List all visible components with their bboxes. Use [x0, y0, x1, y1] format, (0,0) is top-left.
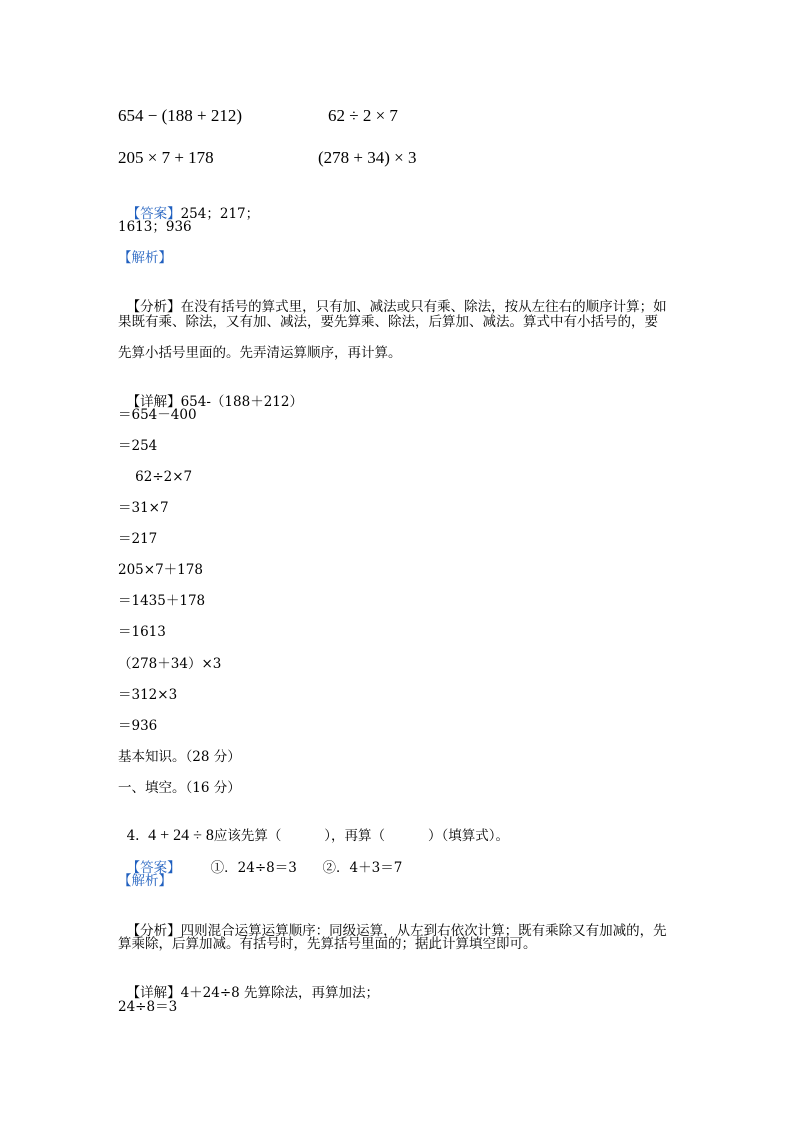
expression-4: (278 + 34) × 3	[318, 148, 417, 167]
q4-fenxi-line-2: 算乘除，后算加减。有括号时，先算括号里面的；据此计算填空即可。	[118, 936, 537, 952]
step-line: ＝217	[118, 531, 158, 547]
section-fill: 一、填空。（16 分）	[118, 780, 241, 796]
answer-text-1: 254；217；	[180, 206, 260, 222]
fenxi-text-1: 在没有括号的算式里，只有加、减法或只有乘、除法，按从左往右的顺序计算；如	[180, 299, 667, 315]
expression-2: 62 ÷ 2 × 7	[328, 106, 398, 125]
step-line: ＝31×7	[118, 500, 169, 516]
fenxi-tag: 【分析】	[126, 923, 181, 939]
section-basic: 基本知识。（28 分）	[118, 749, 241, 765]
expression-3: 205 × 7 + 178	[118, 148, 214, 167]
step-line: ＝654－400	[118, 407, 197, 423]
fenxi-line-3: 先算小括号里面的。先弄清运算顺序，再计算。	[118, 345, 402, 361]
step-line: ＝1613	[118, 624, 166, 640]
analysis-tag: 【解析】	[118, 250, 172, 266]
q4-answer-text: ①．24÷8＝3 ②．4＋3＝7	[210, 860, 403, 876]
question-expression: 4 + 24 ÷ 8	[148, 827, 214, 844]
question-number: 4.	[126, 828, 140, 844]
step-text: 654-（188＋212）	[180, 394, 303, 410]
question-4	[118, 809, 509, 845]
answer-tag: 【答案】	[126, 860, 181, 876]
q4-analysis-tag: 【解析】	[118, 873, 172, 889]
question-text: 应该先算（ ），再算（ ）（填算式）。	[213, 828, 509, 844]
step-line: （278＋34）×3	[118, 656, 222, 672]
q4-fenxi-text-1: 四则混合运算运算顺序：同级运算，从左到右依次计算；既有乘除又有加减的，先	[180, 923, 667, 939]
expression-1: 654 − (188 + 212)	[118, 106, 242, 125]
fenxi-line-2: 果既有乘、除法，又有加、减法，要先算乘、除法，后算加、减法。算式中有小括号的，要	[118, 314, 658, 330]
fenxi-line-1	[118, 280, 667, 316]
xiangjie-tag: 【详解】	[126, 394, 181, 410]
step-line: ＝254	[118, 438, 158, 454]
q4-xiangjie-line-2: 24÷8＝3	[118, 999, 178, 1015]
q4-xiangjie-text: 4＋24÷8 先算除法，再算加法；	[180, 985, 380, 1001]
step-line: ＝1435＋178	[118, 593, 206, 609]
answer-row-2: 1613；936	[118, 219, 192, 235]
step-line: ＝936	[118, 718, 158, 734]
step-line: ＝312×3	[118, 687, 178, 703]
step-line: 205×7＋178	[118, 562, 203, 578]
q4-xiangjie-line	[118, 966, 379, 1002]
answer-tag: 【答案】	[126, 206, 181, 222]
fenxi-tag: 【分析】	[126, 299, 181, 315]
step-line: 62÷2×7	[118, 469, 193, 485]
xiangjie-tag: 【详解】	[126, 985, 181, 1001]
